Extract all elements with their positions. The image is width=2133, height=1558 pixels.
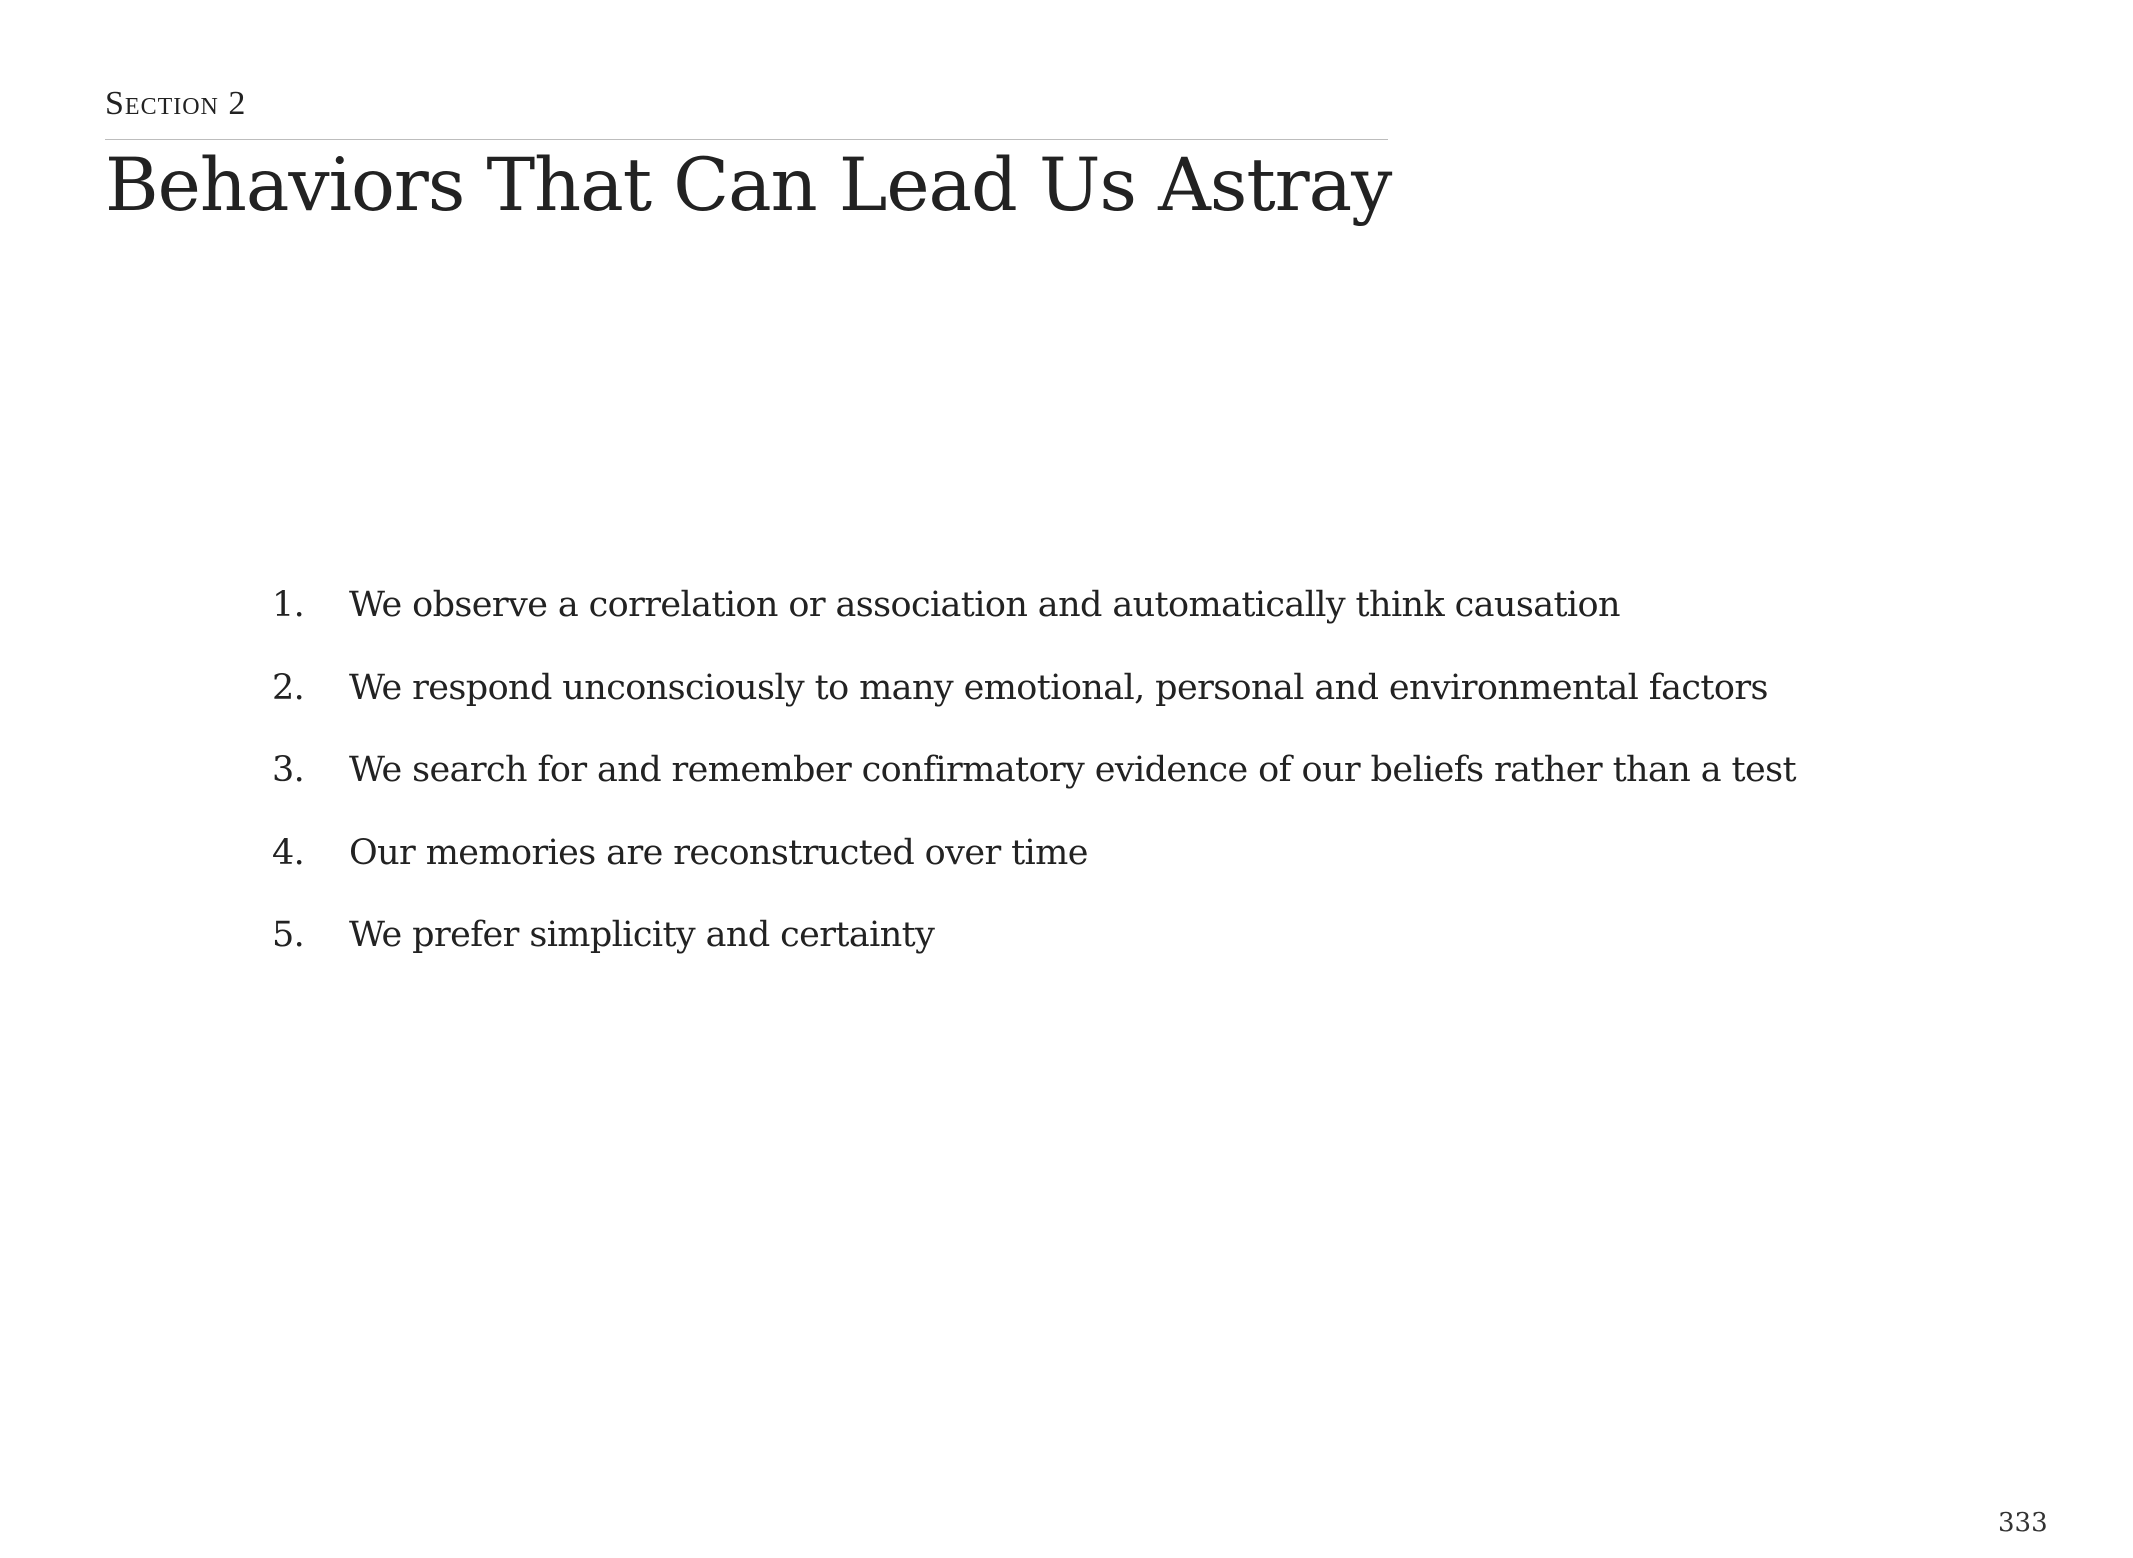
section-label: Section 2 <box>105 85 247 122</box>
list-item <box>272 580 1796 663</box>
list-item <box>272 828 1796 911</box>
list-item-text: We search for and remember confirmatory evidence of our beliefs rather than a test <box>349 750 1796 790</box>
page-number: 333 <box>1998 1508 2048 1538</box>
list-item-text: We observe a correlation or association and automatically think causation <box>349 585 1620 625</box>
list-item <box>272 663 1796 746</box>
list-item-text: Our memories are reconstructed over time <box>349 832 1088 873</box>
behaviors-list <box>272 580 1796 993</box>
list-item-text: We respond unconsciously to many emotional, personal and environmental factors <box>349 667 1768 708</box>
list-item-number: 3. <box>272 750 305 790</box>
header-divider <box>105 139 1388 140</box>
list-item-number: 5. <box>272 915 305 955</box>
list-item-text: We prefer simplicity and certainty <box>349 915 935 955</box>
list-item-number: 4. <box>272 832 305 873</box>
list-item <box>272 745 1796 828</box>
list-item-number: 1. <box>272 585 305 625</box>
list-item <box>272 910 1796 993</box>
list-item-number: 2. <box>272 667 305 708</box>
page-title: Behaviors That Can Lead Us Astray <box>105 143 1392 228</box>
